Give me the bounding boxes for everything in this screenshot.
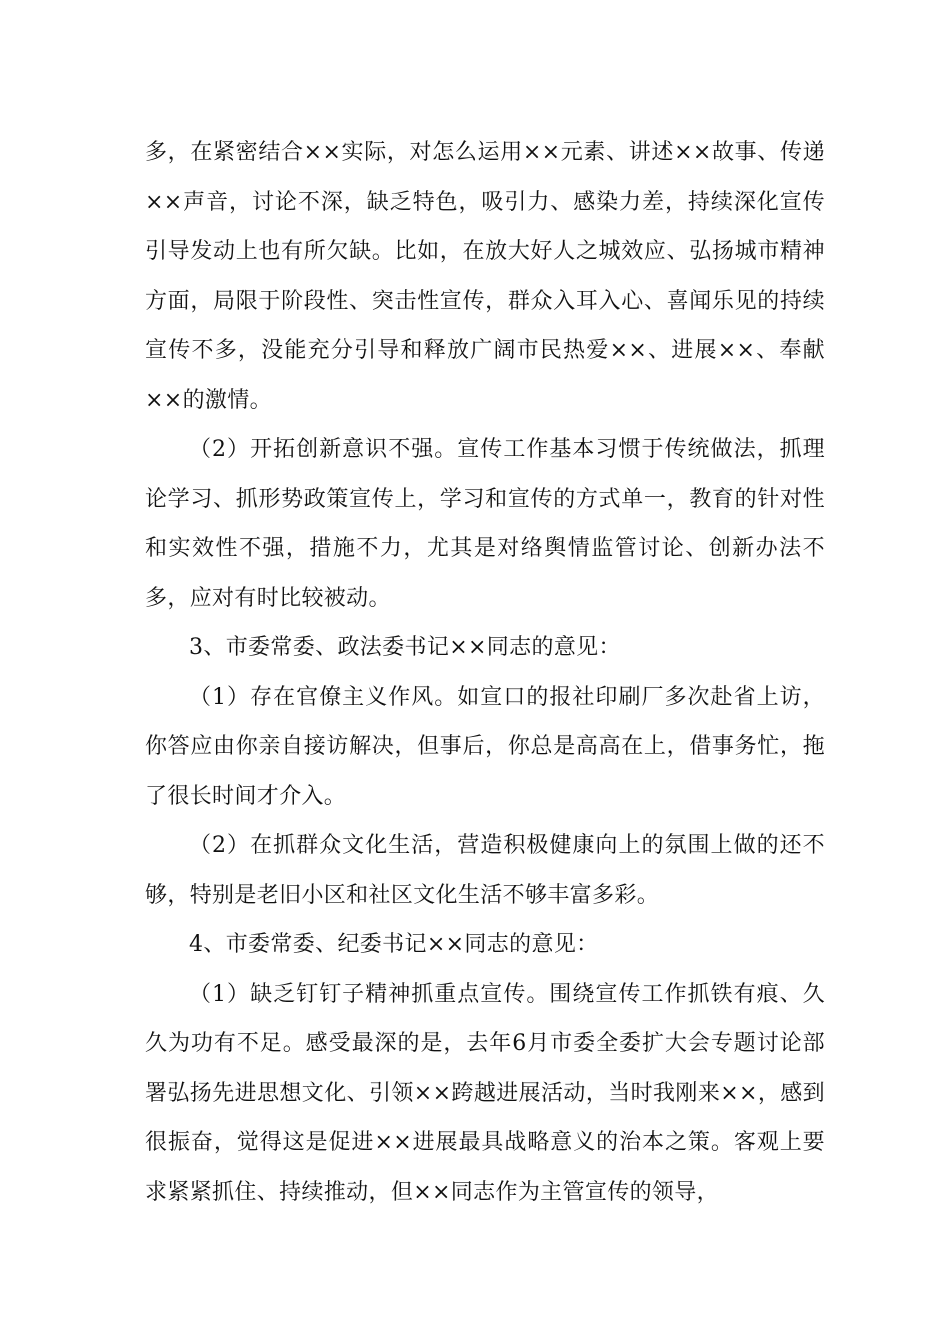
- section-heading-4: 4、市委常委、纪委书记××同志的意见：: [189, 932, 599, 957]
- section-heading-3: 3、市委常委、政法委书记××同志的意见：: [189, 635, 621, 660]
- paragraph-item-1-bureaucracy: （1）存在官僚主义作风。如宣口的报社印刷厂多次赴省上访，你答应由你亲自接访解决，但事后，你总是高高在上，借事务忙，拖了很长时间才介入。: [145, 684, 825, 809]
- paragraph-item-2-culture: （2）在抓群众文化生活，营造积极健康向上的氛围上做的还不够，特别是老旧小区和社区文化生活不够丰富多彩。: [145, 833, 825, 908]
- document-body: [145, 128, 825, 1217]
- paragraph-item-1-focus: （1）缺乏钉钉子精神抓重点宣传。围绕宣传工作抓铁有痕、久久为功有不足。感受最深的是，去年6月市委全委扩大会专题讨论部署弘扬先进思想文化、引领××跨越进展活动，当时我刚来××，感到很振奋，觉得这是促进××进展最具战略意义的治本之策。客观上要求紧紧抓住、持续推动，但××同志作为主管宣传的领导，: [145, 981, 825, 1205]
- paragraph-item-2-innovation: （2）开拓创新意识不强。宣传工作基本习惯于传统做法，抓理论学习、抓形势政策宣传上，学习和宣传的方式单一，教育的针对性和实效性不强，措施不力，尤其是对络舆情监管讨论、创新办法不多，应对有时比较被动。: [145, 437, 825, 611]
- paragraph-continuation: 多，在紧密结合××实际，对怎么运用××元素、讲述××故事、传递××声音，讨论不深，缺乏特色，吸引力、感染力差，持续深化宣传引导发动上也有所欠缺。比如，在放大好人之城效应、弘扬城市精神方面，局限于阶段性、突击性宣传，群众入耳入心、喜闻乐见的持续宣传不多，没能充分引导和释放广阔市民热爱××、进展××、奉献××的激情。: [145, 140, 825, 413]
